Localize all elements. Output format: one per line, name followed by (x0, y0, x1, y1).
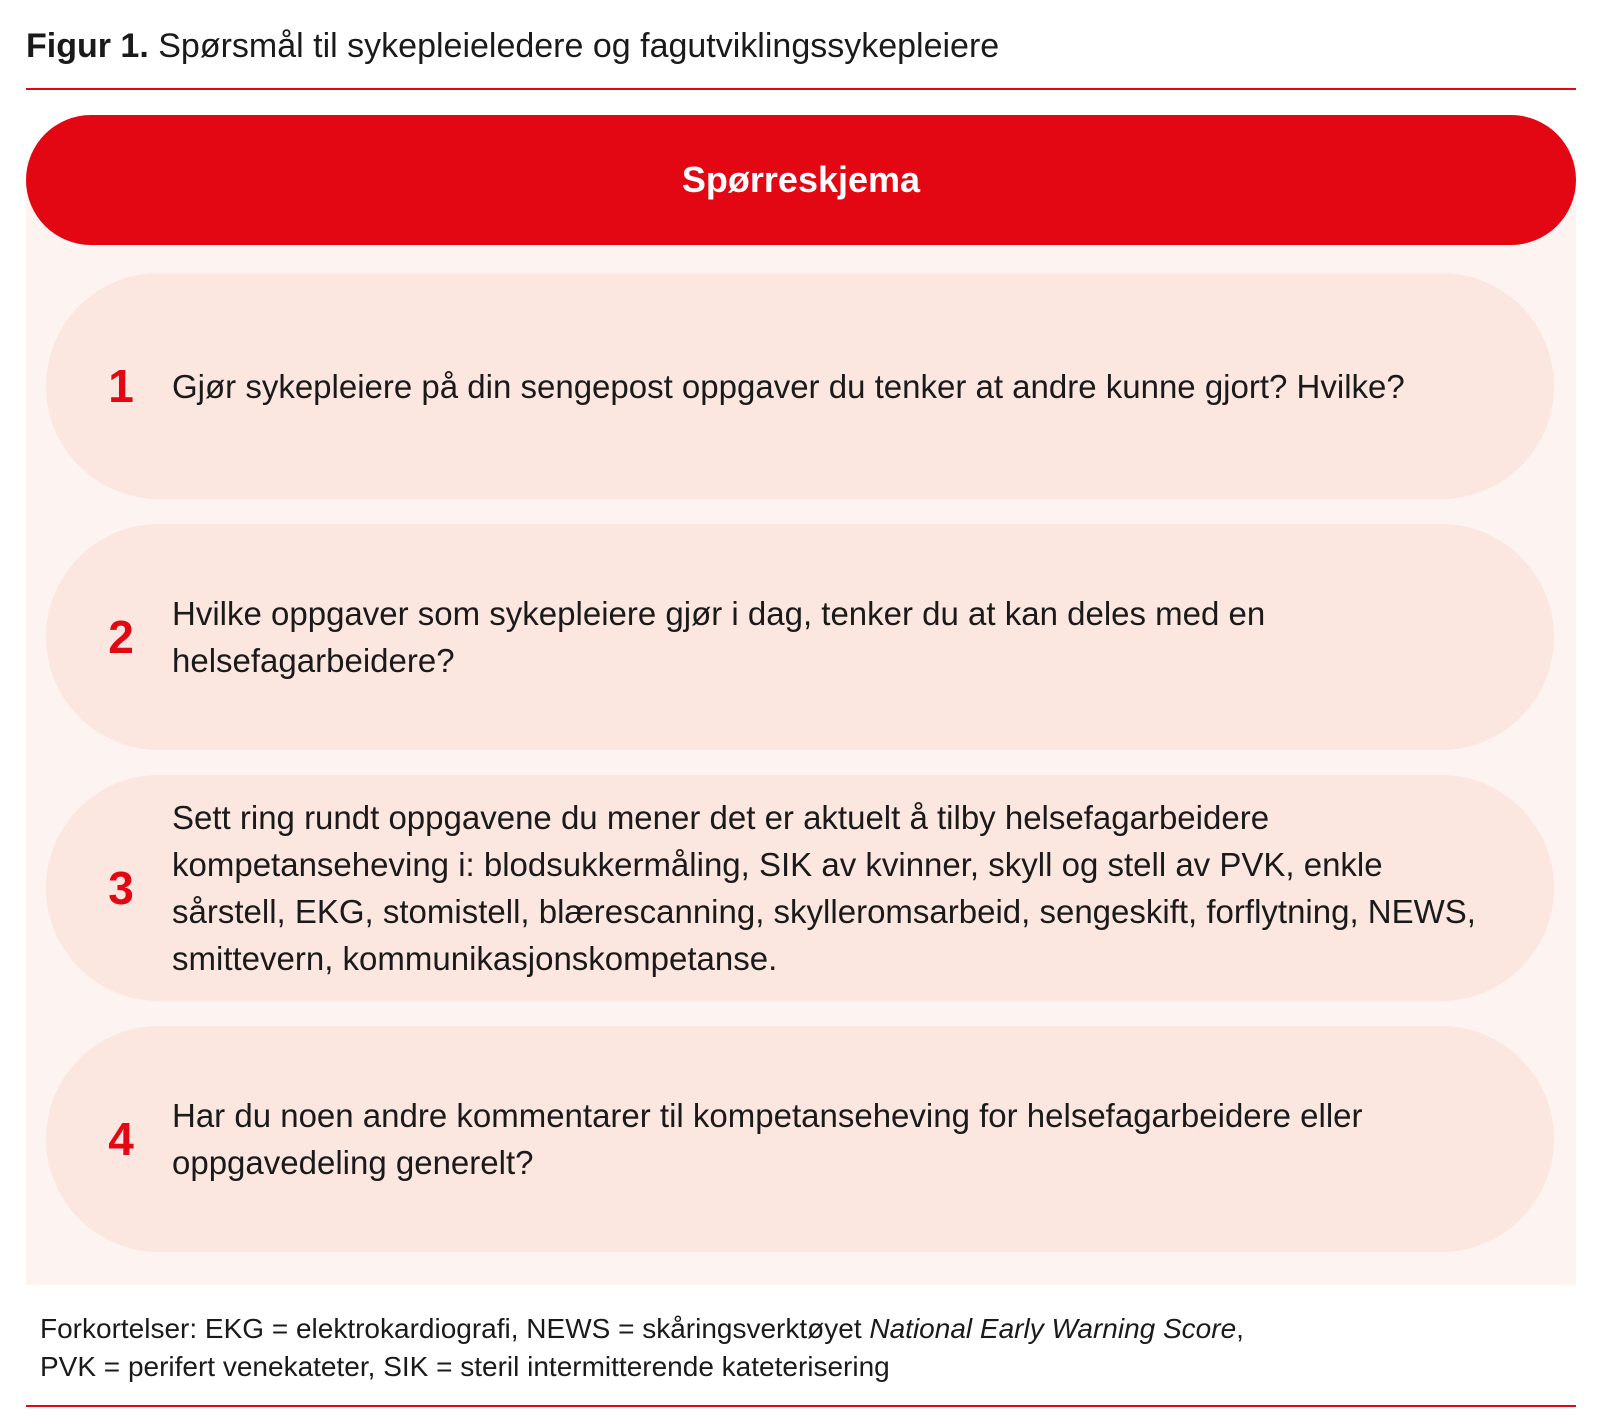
question-number: 4 (108, 1113, 134, 1165)
question-text: Hvilke oppgaver som sykepleiere gjør i dag, tenker du at kan deles med en helsefagarbeidere? (172, 595, 1266, 679)
question-item-2 (46, 524, 1554, 750)
bottom-divider (26, 1405, 1576, 1407)
question-number: 1 (108, 360, 134, 412)
figure-label: Figur 1. (26, 27, 149, 65)
question-item-1 (46, 273, 1554, 499)
questionnaire-header (26, 115, 1576, 245)
top-divider (26, 88, 1576, 90)
question-number: 2 (108, 611, 134, 663)
figure-title (26, 24, 999, 68)
footnote-text: Forkortelser: EKG = elektrokardiografi, NEWS = skåringsverktøyet (40, 1313, 870, 1344)
question-text: Har du noen andre kommentarer til kompetanseheving for helsefagarbeidere eller oppgavedeling generelt? (172, 1097, 1363, 1181)
questionnaire-header-title: Spørreskjema (681, 159, 921, 200)
question-number: 3 (108, 862, 134, 914)
footnote-italic-term: National Early Warning Score (869, 1313, 1237, 1344)
question-text: Sett ring rundt oppgavene du mener det er aktuelt å tilby helsefagarbeidere kompetanseheving i: blodsukkermåling, SIK av kvinner, skyll og stell av PVK, enkle sårstell, EKG, stomistell, blærescanning, skylleromsarbeid, sengeskift, forflytning, NEWS, smittevern, kommunikasjonskompetanse. (172, 799, 1476, 977)
question-item-4 (46, 1026, 1554, 1252)
abbreviations-footnote (40, 1310, 1560, 1386)
footnote-line-2: PVK = perifert venekateter, SIK = steril intermitterende kateterisering (40, 1351, 890, 1382)
question-item-3 (46, 775, 1554, 1001)
question-text: Gjør sykepleiere på din sengepost oppgaver du tenker at andre kunne gjort? Hvilke? (172, 367, 1405, 405)
footnote-text-end: , (1236, 1313, 1244, 1344)
figure-title-text: Spørsmål til sykepleieledere og fagutviklingssykepleiere (158, 27, 1000, 65)
